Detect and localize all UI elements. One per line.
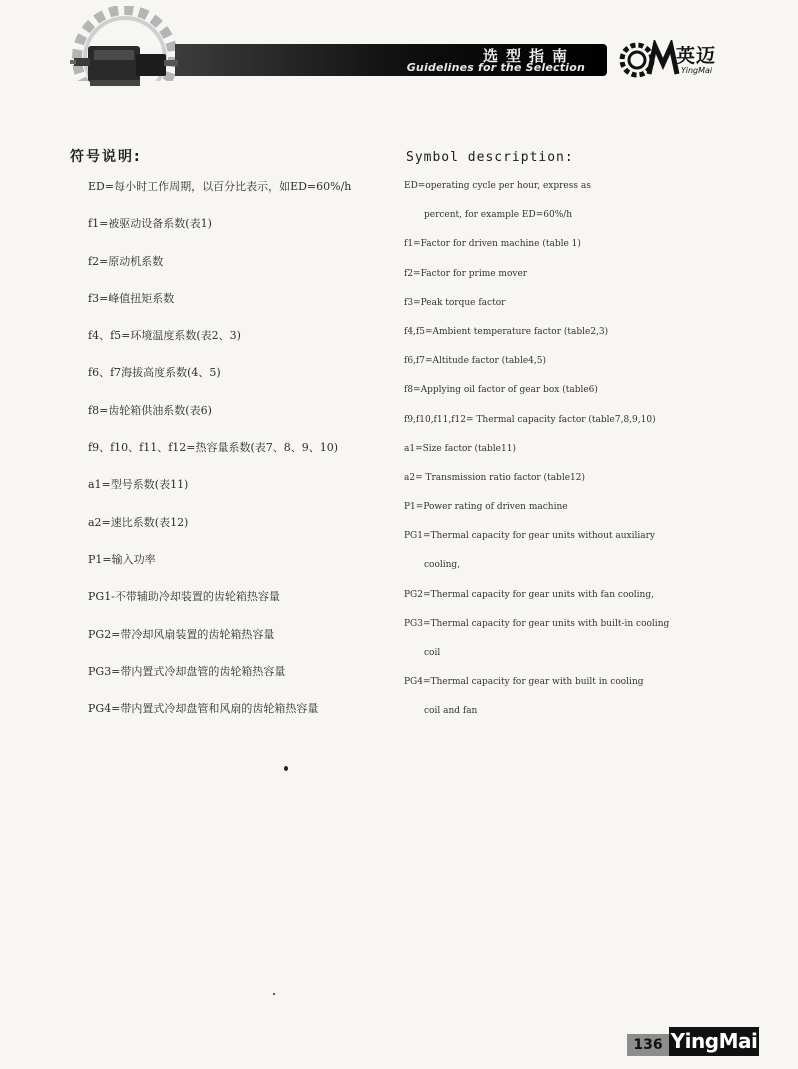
list-item: f1=被驱动设备系数(表1) (88, 217, 212, 231)
list-item: PG3=Thermal capacity for gear units with built-in cooling (404, 618, 670, 629)
list-item: f6、f7海拔高度系数(4、5) (88, 366, 221, 380)
page-badge (627, 1027, 757, 1057)
gearbox-illustration-icon (70, 40, 180, 88)
list-item: coil (424, 648, 441, 658)
list-item: a1=Size factor (table11) (404, 443, 516, 454)
list-item: f2=原动机系数 (88, 254, 164, 268)
list-item: coil and fan (424, 706, 478, 717)
list-item: percent, for example ED=60%/h (424, 210, 573, 221)
scan-mark (273, 993, 275, 995)
list-item: PG2=带冷却风扇装置的齿轮箱热容量 (88, 627, 275, 641)
symbol-description-cn (70, 146, 390, 739)
list-item: a2= Transmission ratio factor (table12) (404, 472, 585, 483)
scan-mark (284, 766, 288, 771)
symbol-list-cn (70, 180, 390, 739)
header-title-cn: 选型指南 (482, 47, 575, 65)
list-item: PG4=Thermal capacity for gear with built in cooling (404, 677, 644, 688)
list-item: ED=每小时工作周期，以百分比表示，如ED=60%/h (88, 180, 352, 193)
list-item: PG3=带内置式冷却盘管的齿轮箱热容量 (88, 664, 286, 678)
symbol-description-en (404, 150, 734, 736)
list-item: f8=Applying oil factor of gear box (table6) (404, 385, 598, 396)
logo-text-en: YingMai (681, 66, 713, 75)
footer-brand: YingMai (669, 1027, 759, 1056)
list-item: f3=Peak torque factor (404, 297, 506, 308)
header-bar (175, 44, 607, 76)
list-item: PG2=Thermal capacity for gear units with fan cooling, (404, 589, 654, 600)
list-item: f8=齿轮箱供油系数(表6) (88, 403, 212, 417)
list-item: cooling, (424, 560, 461, 571)
header-title-en: Guidelines for the Selection (406, 61, 585, 74)
symbol-list-en (404, 181, 734, 736)
list-item: f4、f5=环境温度系数(表2、3) (88, 329, 241, 343)
list-item: f1=Factor for driven machine (table 1) (404, 239, 581, 250)
list-item: f3=峰值扭矩系数 (88, 291, 175, 305)
list-item: f2=Factor for prime mover (404, 268, 528, 279)
list-item: f9、f10、f11、f12=热容量系数(表7、8、9、10) (88, 441, 339, 455)
list-item: a2=速比系数(表12) (88, 515, 189, 529)
list-item: PG4=带内置式冷却盘管和风扇的齿轮箱热容量 (88, 702, 319, 716)
list-item: P1=Power rating of driven machine (404, 502, 568, 513)
list-item: f9,f10,f11,f12= Thermal capacity factor (table7,8,9,10) (404, 414, 656, 425)
list-item: a1=型号系数(表11) (88, 478, 189, 492)
list-item: P1=输入功率 (88, 552, 156, 566)
list-item: PG1-不带辅助冷却装置的齿轮箱热容量 (88, 590, 280, 604)
page-number: 136 (627, 1034, 669, 1056)
logo-text-cn: 英迈 (676, 45, 717, 67)
list-item: f6,f7=Altitude factor (table4,5) (404, 356, 546, 367)
heading-cn: 符号说明: (70, 149, 142, 165)
heading-en: Symbol description: (406, 150, 574, 165)
list-item: ED=operating cycle per hour, express as (404, 181, 591, 191)
list-item: PG1=Thermal capacity for gear units without auxiliary (404, 531, 656, 542)
list-item: f4,f5=Ambient temperature factor (table2,3) (404, 326, 609, 337)
